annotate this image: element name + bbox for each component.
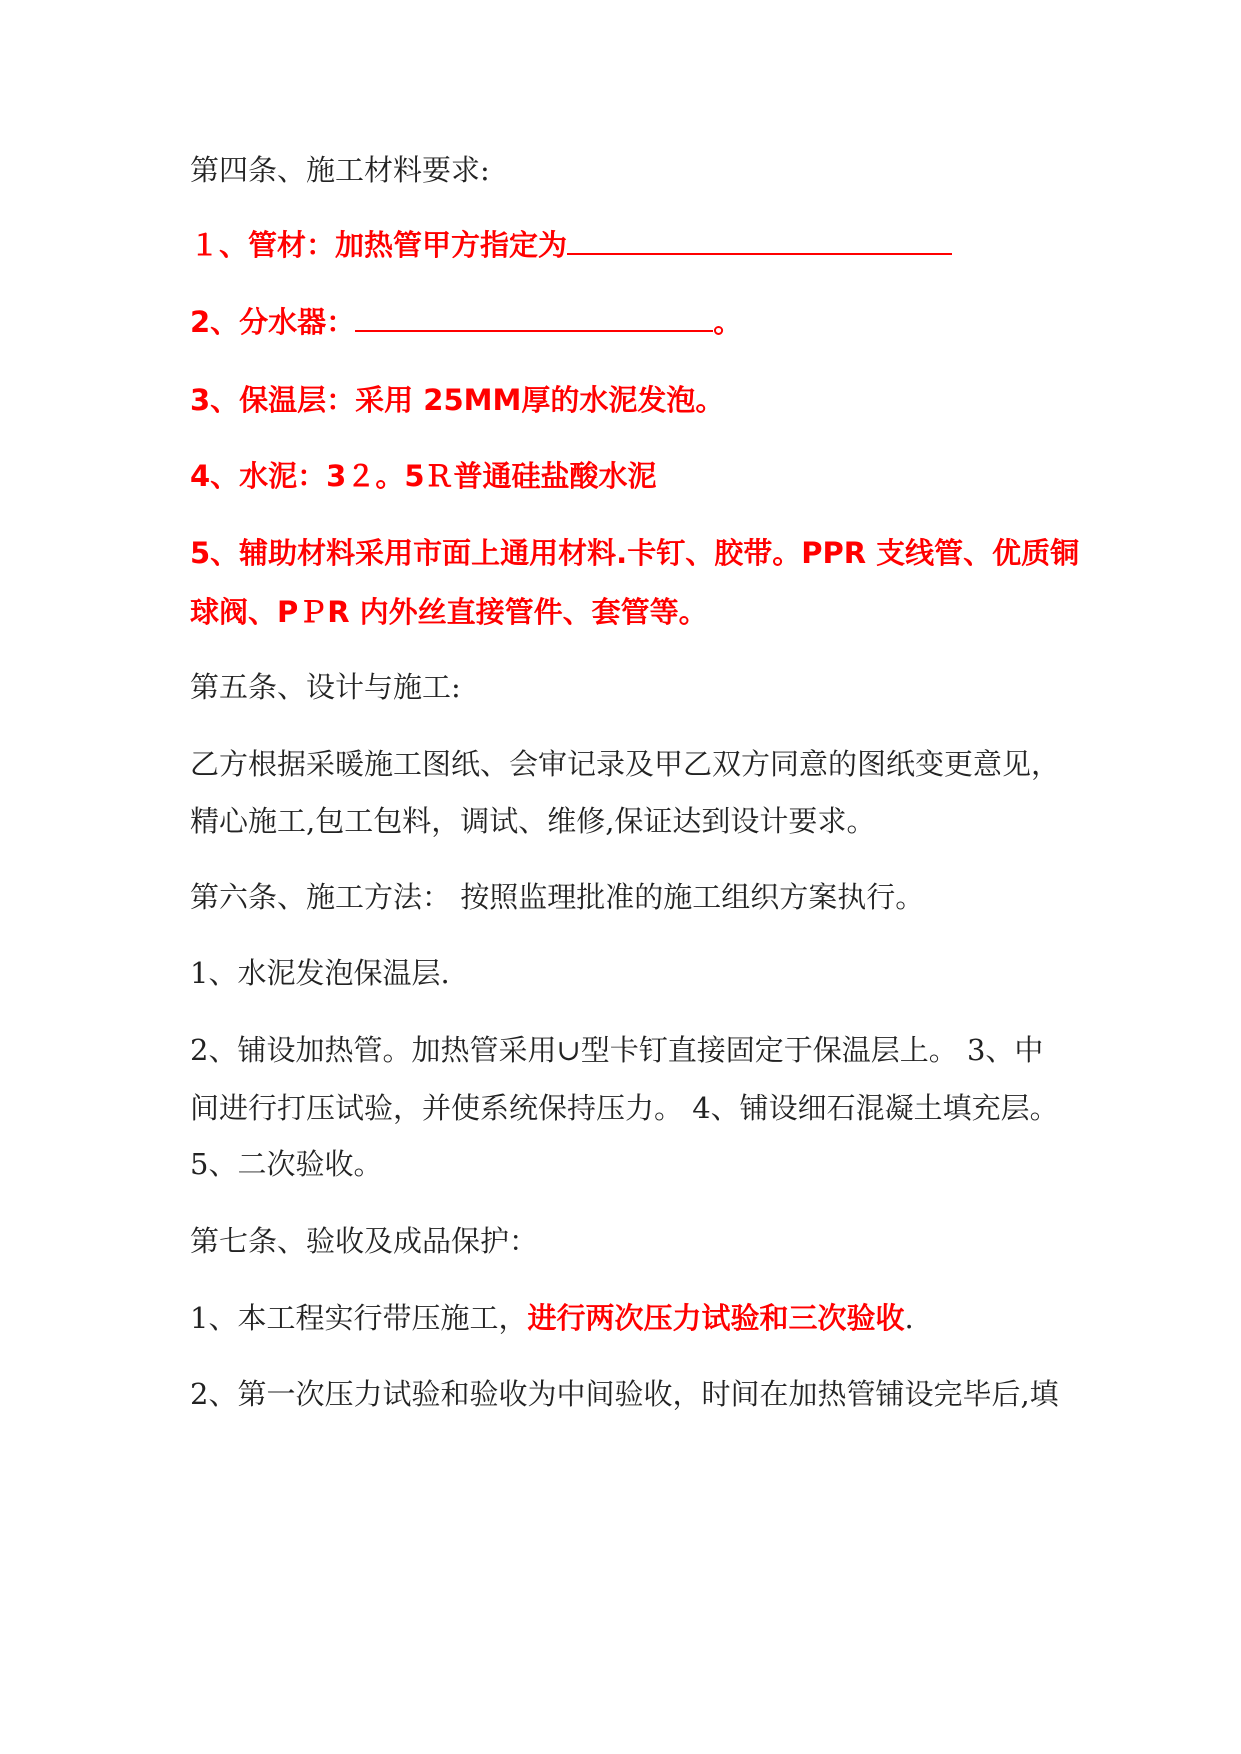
- article4-item2-end: 。: [713, 305, 743, 339]
- article4-heading: 第四条、施工材料要求:: [190, 153, 490, 187]
- article5-heading: 第五条、设计与施工:: [190, 670, 461, 704]
- article5-text-line2: 精心施工,包工包料，调试、维修,保证达到设计要求。: [190, 804, 876, 838]
- article4-item1-label: １、管材：加热管甲方指定为: [190, 228, 568, 262]
- article4-item5-line1: 5、辅助材料采用市面上通用材料.卡钉、胶带。PPR 支线管、优质铜: [190, 536, 1080, 570]
- article6-heading: 第六条、施工方法： 按照监理批准的施工组织方案执行。: [190, 880, 925, 914]
- article6-item2-line1: 2、铺设加热管。加热管采用∪型卡钉直接固定于保温层上。 3、中: [190, 1033, 1044, 1067]
- article6-item2-line2: 间进行打压试验，并使系统保持压力。 4、铺设细石混凝土填充层。: [190, 1091, 1059, 1125]
- article4-item4: 4、水泥：3２。5Ｒ普通硅盐酸水泥: [190, 459, 657, 493]
- article5-text-line1: 乙方根据采暖施工图纸、会审记录及甲乙双方同意的图纸变更意见，: [190, 747, 1061, 781]
- article4-item2-label: 2、分水器：: [190, 305, 356, 339]
- article7-item1: [190, 1298, 914, 1338]
- article7-item2-line1: 2、第一次压力试验和验收为中间验收，时间在加热管铺设完毕后,填: [190, 1377, 1059, 1411]
- article4-item2: [190, 302, 742, 342]
- article7-item1-text: 1、本工程实行带压施工，: [190, 1301, 528, 1335]
- article4-item3: 3、保温层：采用 25MM厚的水泥发泡。: [190, 383, 725, 417]
- article6-item2-line3: 5、二次验收。: [190, 1147, 383, 1181]
- article7-item1-highlight: 进行两次压力试验和三次验收: [527, 1301, 905, 1335]
- article7-item1-end: .: [904, 1301, 914, 1335]
- article6-item1: 1、水泥发泡保温层.: [190, 956, 450, 990]
- article4-item1: [190, 225, 952, 265]
- pipe-brand-blank: [567, 225, 952, 255]
- article4-item5-line2: 球阀、PＰR 内外丝直接管件、套管等。: [190, 595, 708, 629]
- manifold-blank: [355, 302, 713, 332]
- article7-heading: 第七条、验收及成品保护：: [190, 1224, 539, 1258]
